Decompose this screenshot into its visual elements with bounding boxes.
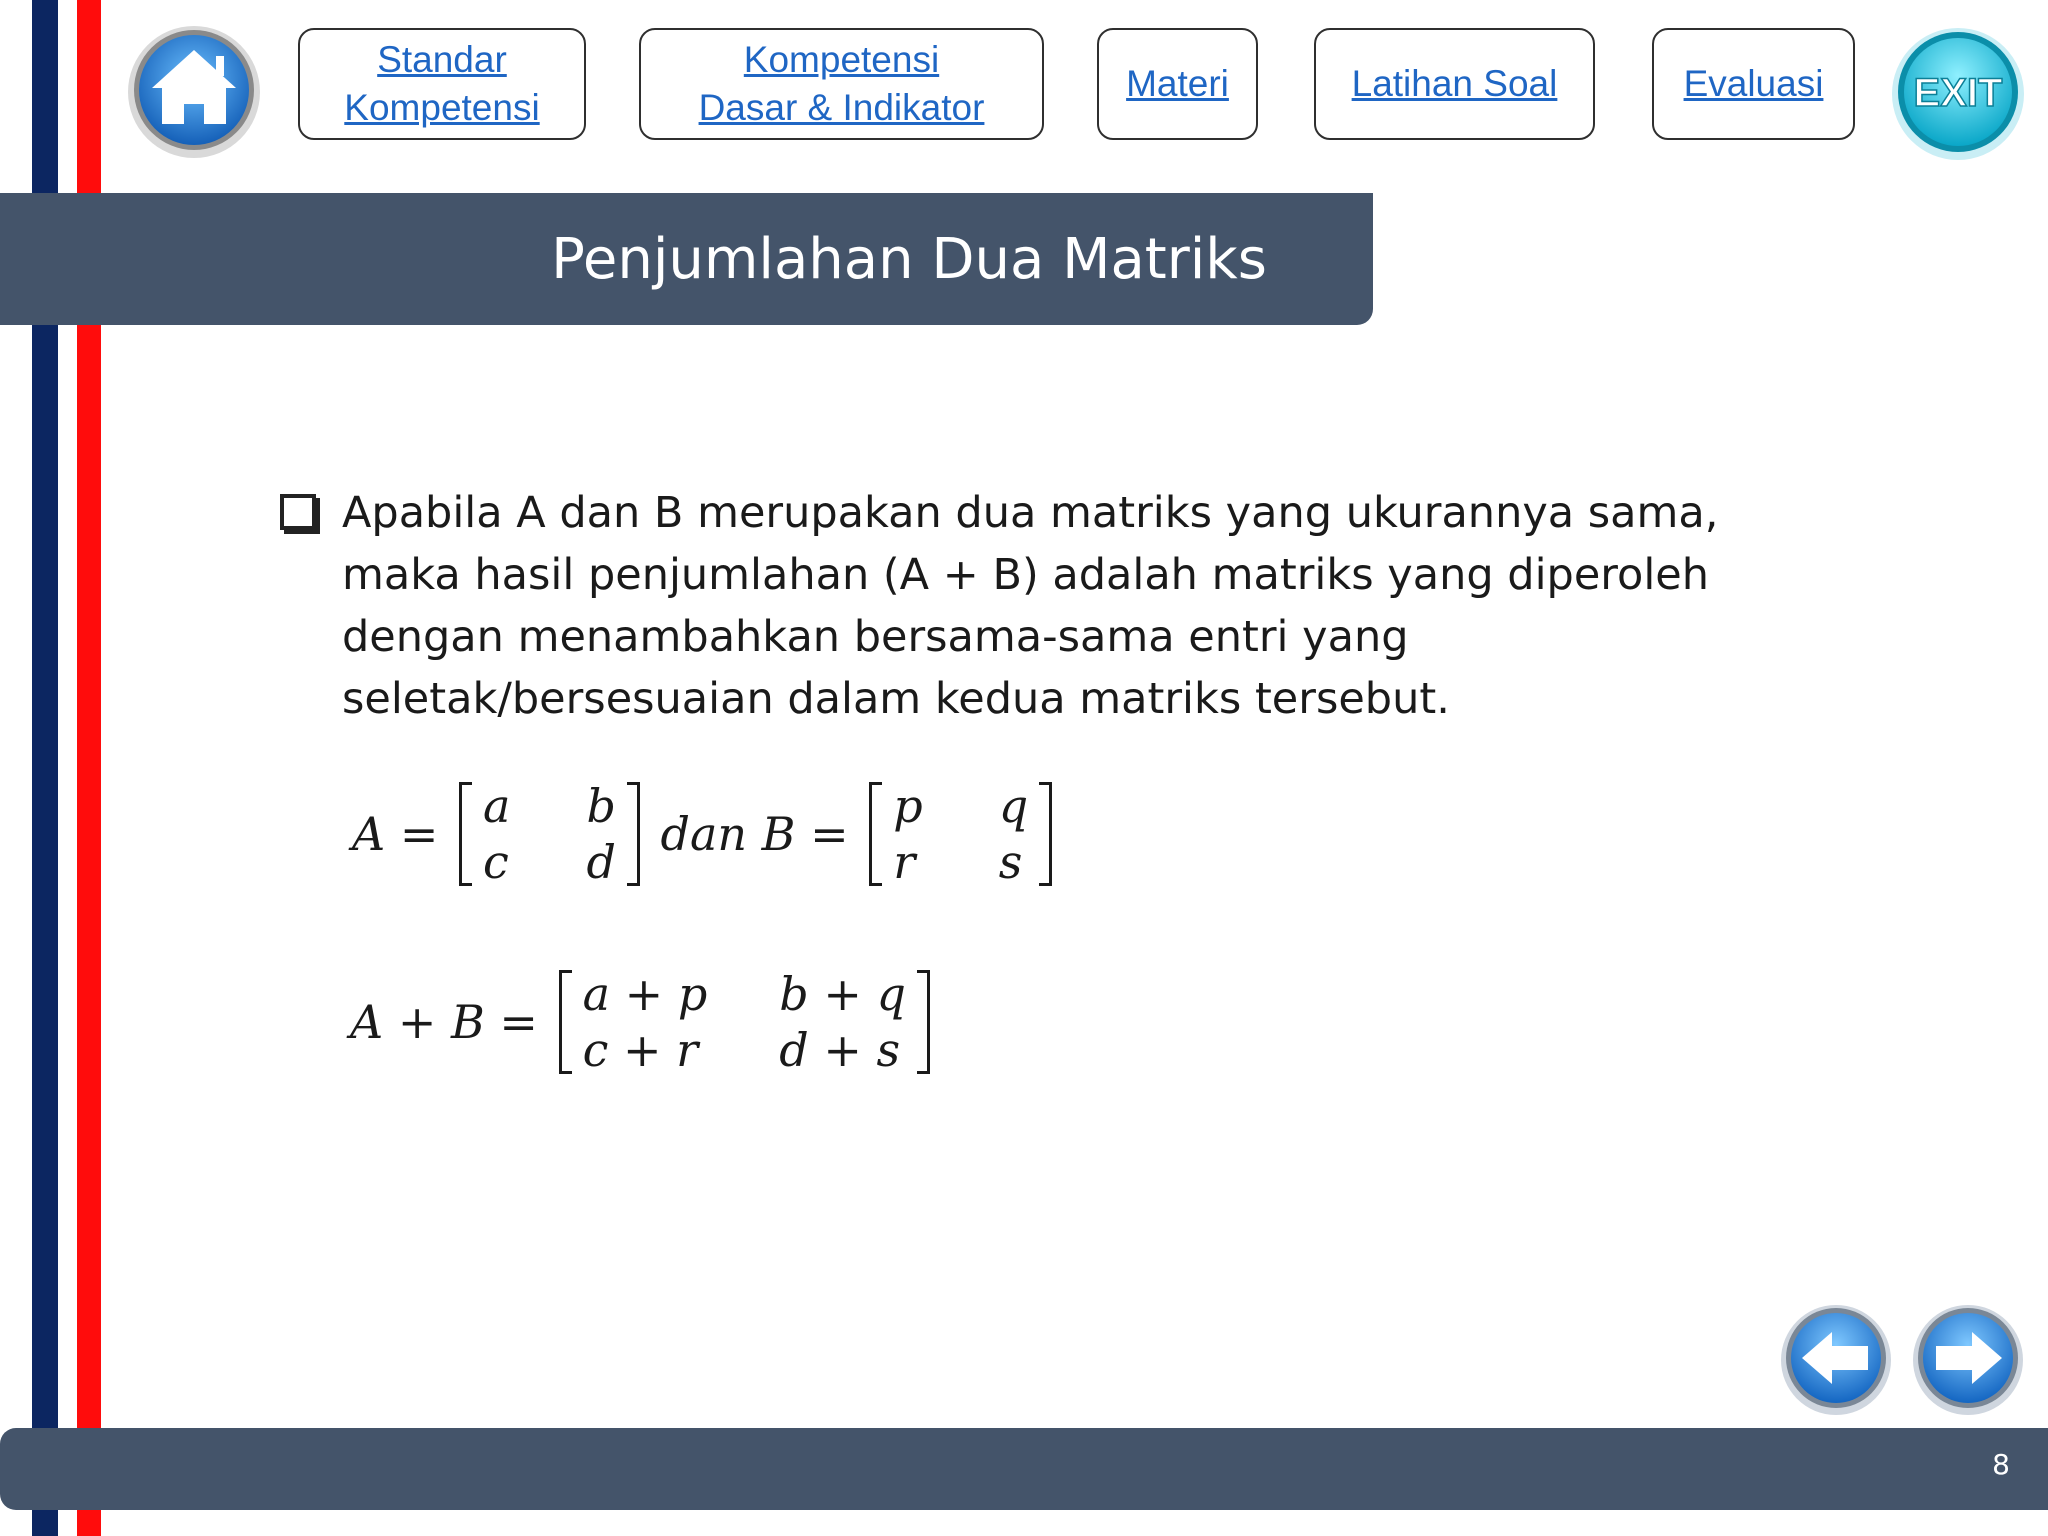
matrix-cell: c — [483, 835, 509, 889]
matrix-cell: p — [893, 779, 923, 833]
exit-button[interactable] — [1888, 22, 2028, 162]
prev-button[interactable] — [1778, 1300, 1894, 1416]
home-icon — [124, 20, 264, 160]
exit-icon — [1888, 22, 2028, 162]
nav-standar-kompetensi[interactable] — [298, 28, 586, 140]
next-button[interactable] — [1910, 1300, 2026, 1416]
nav-label: Materi — [1126, 63, 1229, 104]
page-title: Penjumlahan Dua Matriks — [551, 226, 1267, 292]
arrow-left-icon — [1778, 1300, 1894, 1416]
nav-label: Latihan Soal — [1351, 63, 1558, 104]
matrix-cell: q — [998, 779, 1029, 833]
matrix-cell: a — [483, 779, 511, 833]
matrix-b — [869, 778, 1052, 890]
arrow-right-icon — [1910, 1300, 2026, 1416]
nav-label: Evaluasi — [1683, 63, 1824, 104]
nav-latihan-soal[interactable] — [1314, 28, 1595, 140]
matrix-cell: d — [586, 835, 616, 889]
eq1-mid: dan B = — [645, 807, 864, 861]
page-number: 8 — [1992, 1448, 2010, 1481]
eq2-lhs: A + B = — [350, 995, 553, 1049]
matrix-cell: b + q — [779, 967, 906, 1021]
checkbox-bullet-icon — [280, 494, 316, 530]
matrix-cell: d + s — [779, 1023, 901, 1077]
nav-evaluasi[interactable] — [1652, 28, 1855, 140]
matrix-a — [459, 778, 640, 890]
nav-label-line2: Kompetensi — [344, 87, 540, 128]
matrix-sum — [559, 966, 930, 1078]
home-button[interactable] — [124, 20, 264, 160]
matrix-cell: c + r — [582, 1023, 699, 1077]
equation-sum — [350, 966, 936, 1078]
matrix-cell: a + p — [582, 967, 708, 1021]
exit-label: EXIT — [1913, 71, 2003, 115]
nav-kompetensi-dasar[interactable] — [639, 28, 1044, 140]
nav-label-line1: Kompetensi — [743, 39, 940, 80]
nav-materi[interactable] — [1097, 28, 1258, 140]
eq1-lhs: A = — [352, 807, 454, 861]
nav-label-line2: Dasar & Indikator — [698, 87, 985, 128]
matrix-cell: b — [586, 779, 616, 833]
matrix-cell: s — [998, 835, 1023, 889]
matrix-cell: r — [893, 835, 916, 889]
footer-bar — [0, 1428, 2048, 1510]
nav-label-line1: Standar — [377, 39, 507, 80]
equation-matrices-a-b — [352, 778, 1058, 890]
title-bar — [0, 193, 1373, 325]
definition-paragraph: Apabila A dan B merupakan dua matriks yang ukurannya sama, maka hasil penjumlahan (A + B) adalah matriks yang diperoleh dengan menambahkan bersama-sama entri yang seletak/bersesuaian dalam kedua matriks tersebut. — [342, 488, 1719, 724]
